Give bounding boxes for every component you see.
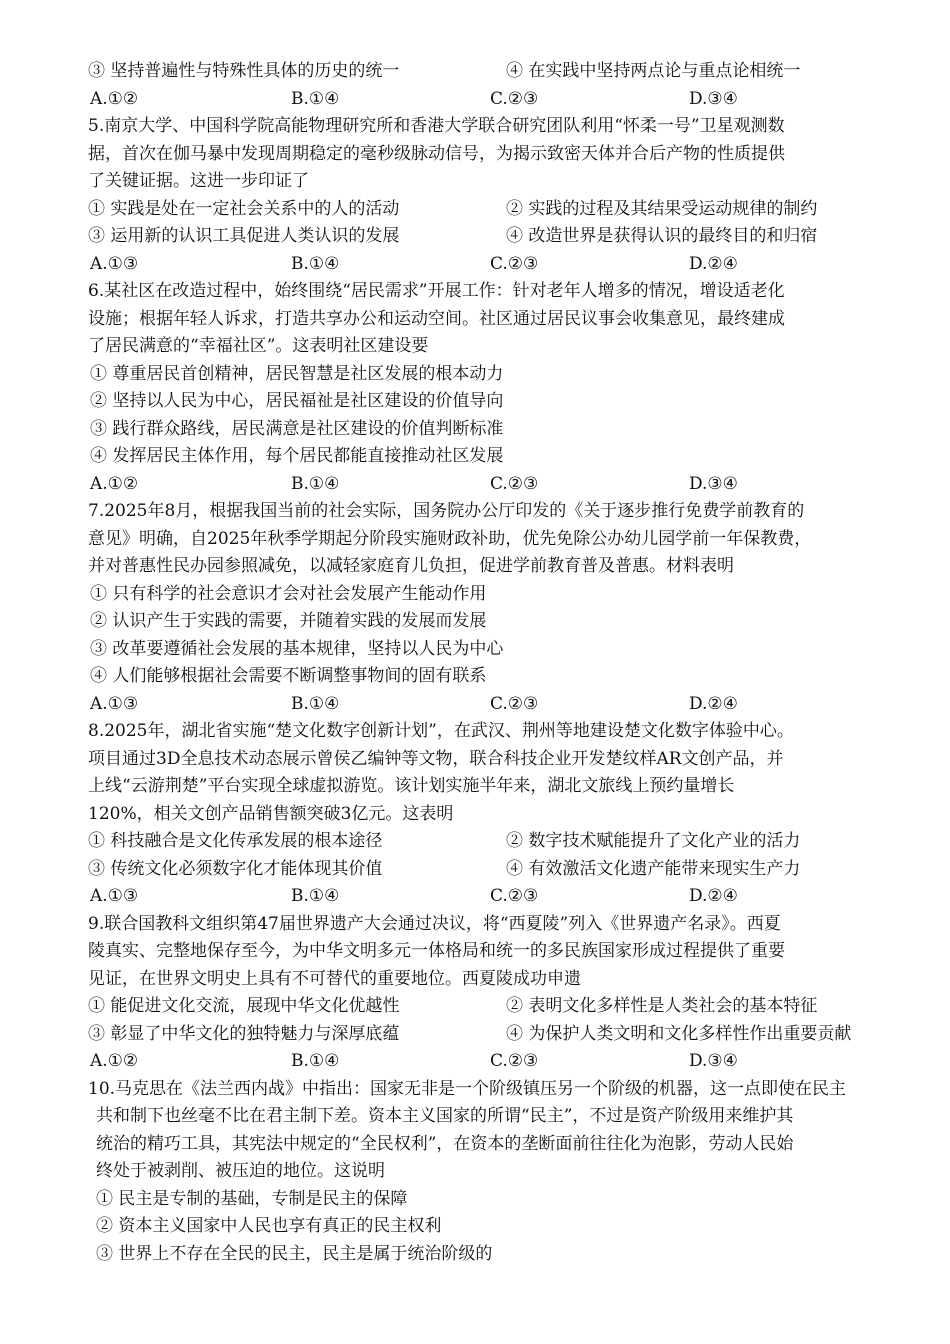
q9-option-4: ④ 为保护人类文明和文化多样性作出重要贡献 — [506, 1023, 852, 1044]
q9-option-1: ① 能促进文化交流，展现中华文化优越性 — [88, 996, 400, 1016]
q7-answer-c: C.②③ — [490, 693, 539, 714]
q6-answers — [88, 471, 888, 499]
q4-options-row-2 — [88, 58, 888, 86]
q8-option-3: ③ 传统文化必须数字化才能体现其价值 — [88, 858, 383, 879]
q5-stem-line: 了关键证据。这进一步印证了 — [88, 171, 309, 191]
q9-options-row-2 — [88, 1021, 888, 1049]
q7-stem-line: 7.2025年8月，根据我国当前的社会实际，国务院办公厅印发的《关于逐步推行免费学前教育的 — [88, 501, 805, 521]
q8-options-row-1 — [88, 828, 888, 856]
q9-options-row-1 — [88, 993, 888, 1021]
q8-stem-line: 120%，相关文创产品销售额突破3亿元。这表明 — [88, 803, 454, 824]
q6-answer-b: B.①④ — [291, 473, 340, 494]
q8-options-row-2 — [88, 856, 888, 884]
q4-option-3: ③ 坚持普遍性与特殊性具体的历史的统一 — [88, 61, 400, 81]
q7-stem-line: 并对普惠性民办园参照减免，以减轻家庭育儿负担，促进学前教育普及普惠。材料表明 — [88, 556, 734, 576]
q6-answer-c: C.②③ — [490, 473, 539, 494]
q9-answer-d: D.③④ — [689, 1051, 738, 1071]
q9-stem-line: 陵真实、完整地保存至今，为中华文明多元一体格局和统一的多民族国家形成过程提供了重要 — [88, 941, 785, 961]
q6-stem-line: 了居民满意的“幸福社区”。这表明社区建设要 — [88, 336, 429, 356]
q8-answer-b: B.①④ — [291, 886, 340, 906]
q6-option-2: ② 坚持以人民为中心，居民福祉是社区建设的价值导向 — [90, 391, 504, 411]
q5-options-row-2 — [88, 223, 888, 251]
q4-answer-b: B.①④ — [291, 88, 340, 109]
q7-option-4: ④ 人们能够根据社会需要不断调整事物间的固有联系 — [90, 666, 487, 686]
q8-answer-a: A.①③ — [90, 886, 139, 906]
q6-option-4: ④ 发挥居民主体作用，每个居民都能直接推动社区发展 — [90, 446, 504, 466]
q10-option-3: ③ 世界上不存在全民的民主，民主是属于统治阶级的 — [96, 1243, 493, 1264]
q4-answer-c: C.②③ — [490, 88, 539, 109]
q9-answers — [88, 1048, 888, 1076]
q6-answer-d: D.③④ — [689, 473, 738, 494]
q5-answer-a: A.①③ — [90, 253, 139, 274]
q5-option-3: ③ 运用新的认识工具促进人类认识的发展 — [88, 226, 400, 246]
q5-stem-line: 据，首次在伽马暴中发现周期稳定的毫秒级脉动信号，为揭示致密天体并合后产物的性质提供 — [88, 143, 785, 164]
q7-option-2: ② 认识产生于实践的需要，并随着实践的发展而发展 — [90, 611, 487, 631]
q7-answer-b: B.①④ — [291, 693, 340, 714]
q9-answer-c: C.②③ — [490, 1051, 539, 1071]
q9-answer-b: B.①④ — [291, 1051, 340, 1071]
q5-option-1: ① 实践是处在一定社会关系中的人的活动 — [88, 198, 400, 219]
q9-option-3: ③ 彰显了中华文化的独特魅力与深厚底蕴 — [88, 1023, 400, 1044]
q8-answer-d: D.②④ — [689, 886, 738, 906]
q10-stem-line: 终处于被剥削、被压迫的地位。这说明 — [96, 1161, 385, 1181]
q10-stem-line: 统治的精巧工具，其宪法中规定的“全民权利”，在资本的垄断面前往往化为泡影，劳动人民始 — [96, 1133, 794, 1154]
q5-option-2: ② 实践的过程及其结果受运动规律的制约 — [506, 198, 818, 219]
exam-page — [88, 58, 888, 1268]
q9-stem-line: 9.联合国教科文组织第47届世界遗产大会通过决议，将“西夏陵”列入《世界遗产名录》。西夏 — [88, 913, 781, 934]
q7-answers — [88, 691, 888, 719]
q7-stem-line: 意见》明确，自2025年秋季学期起分阶段实施财政补助，优先免除公办幼儿园学前一年保教费， — [88, 528, 812, 549]
q9-option-2: ② 表明文化多样性是人类社会的基本特征 — [506, 996, 818, 1016]
q6-stem-line: 设施；根据年轻人诉求，打造共享办公和运动空间。社区通过居民议事会收集意见，最终建成 — [88, 308, 785, 329]
q5-options-row-1 — [88, 196, 888, 224]
q8-answer-c: C.②③ — [490, 886, 539, 906]
q10-option-2: ② 资本主义国家中人民也享有真正的民主权利 — [96, 1216, 442, 1236]
q4-option-4: ④ 在实践中坚持两点论与重点论相统一 — [506, 61, 801, 81]
q10-stem-line: 共和制下也丝毫不比在君主制下差。资本主义国家的所谓“民主”，不过是资产阶级用来维护其 — [96, 1106, 794, 1126]
q8-option-2: ② 数字技术赋能提升了文化产业的活力 — [506, 831, 801, 851]
q9-stem-line: 见证，在世界文明史上具有不可替代的重要地位。西夏陵成功申遗 — [88, 968, 581, 989]
q6-option-1: ① 尊重居民首创精神，居民智慧是社区发展的根本动力 — [90, 363, 504, 384]
q5-answer-d: D.②④ — [689, 253, 738, 274]
q7-answer-a: A.①③ — [90, 693, 139, 714]
q4-answer-d: D.③④ — [689, 88, 738, 109]
q8-stem-line: 8.2025年，湖北省实施“楚文化数字创新计划”，在武汉、荆州等地建设楚文化数字体验中心。 — [88, 721, 794, 741]
q6-stem-line: 6.某社区在改造过程中，始终围绕“居民需求”开展工作：针对老年人增多的情况，增设适老化 — [88, 281, 785, 301]
q5-option-4: ④ 改造世界是获得认识的最终目的和归宿 — [506, 226, 818, 246]
q7-option-3: ③ 改革要遵循社会发展的基本规律，坚持以人民为中心 — [90, 638, 504, 659]
q5-stem-line: 5.南京大学、中国科学院高能物理研究所和香港大学联合研究团队利用“怀柔一号”卫星观测数 — [88, 116, 785, 136]
q6-option-3: ③ 践行群众路线，居民满意是社区建设的价值判断标准 — [90, 418, 504, 439]
q6-answer-a: A.①② — [90, 473, 139, 494]
q8-option-1: ① 科技融合是文化传承发展的根本途径 — [88, 831, 383, 851]
q5-answers — [88, 251, 888, 279]
q10-stem-line: 10.马克思在《法兰西内战》中指出：国家无非是一个阶级镇压另一个阶级的机器，这一点即使在民主 — [88, 1078, 847, 1099]
q8-answers — [88, 883, 888, 911]
q8-option-4: ④ 有效激活文化遗产能带来现实生产力 — [506, 858, 801, 879]
q7-option-1: ① 只有科学的社会意识才会对社会发展产生能动作用 — [90, 583, 487, 604]
q10-option-1: ① 民主是专制的基础，专制是民主的保障 — [96, 1188, 408, 1209]
q5-answer-c: C.②③ — [490, 253, 539, 274]
q7-answer-d: D.②④ — [689, 693, 738, 714]
q8-stem-line: 上线“云游荆楚”平台实现全球虚拟游览。该计划实施半年来，湖北文旅线上预约量增长 — [88, 776, 735, 796]
q4-answers — [88, 86, 888, 114]
q5-answer-b: B.①④ — [291, 253, 340, 274]
q4-answer-a: A.①② — [90, 88, 139, 109]
q9-answer-a: A.①② — [90, 1051, 139, 1071]
q8-stem-line: 项目通过3D全息技术动态展示曾侯乙编钟等文物，联合科技企业开发楚纹样AR文创产品，并 — [88, 748, 784, 769]
